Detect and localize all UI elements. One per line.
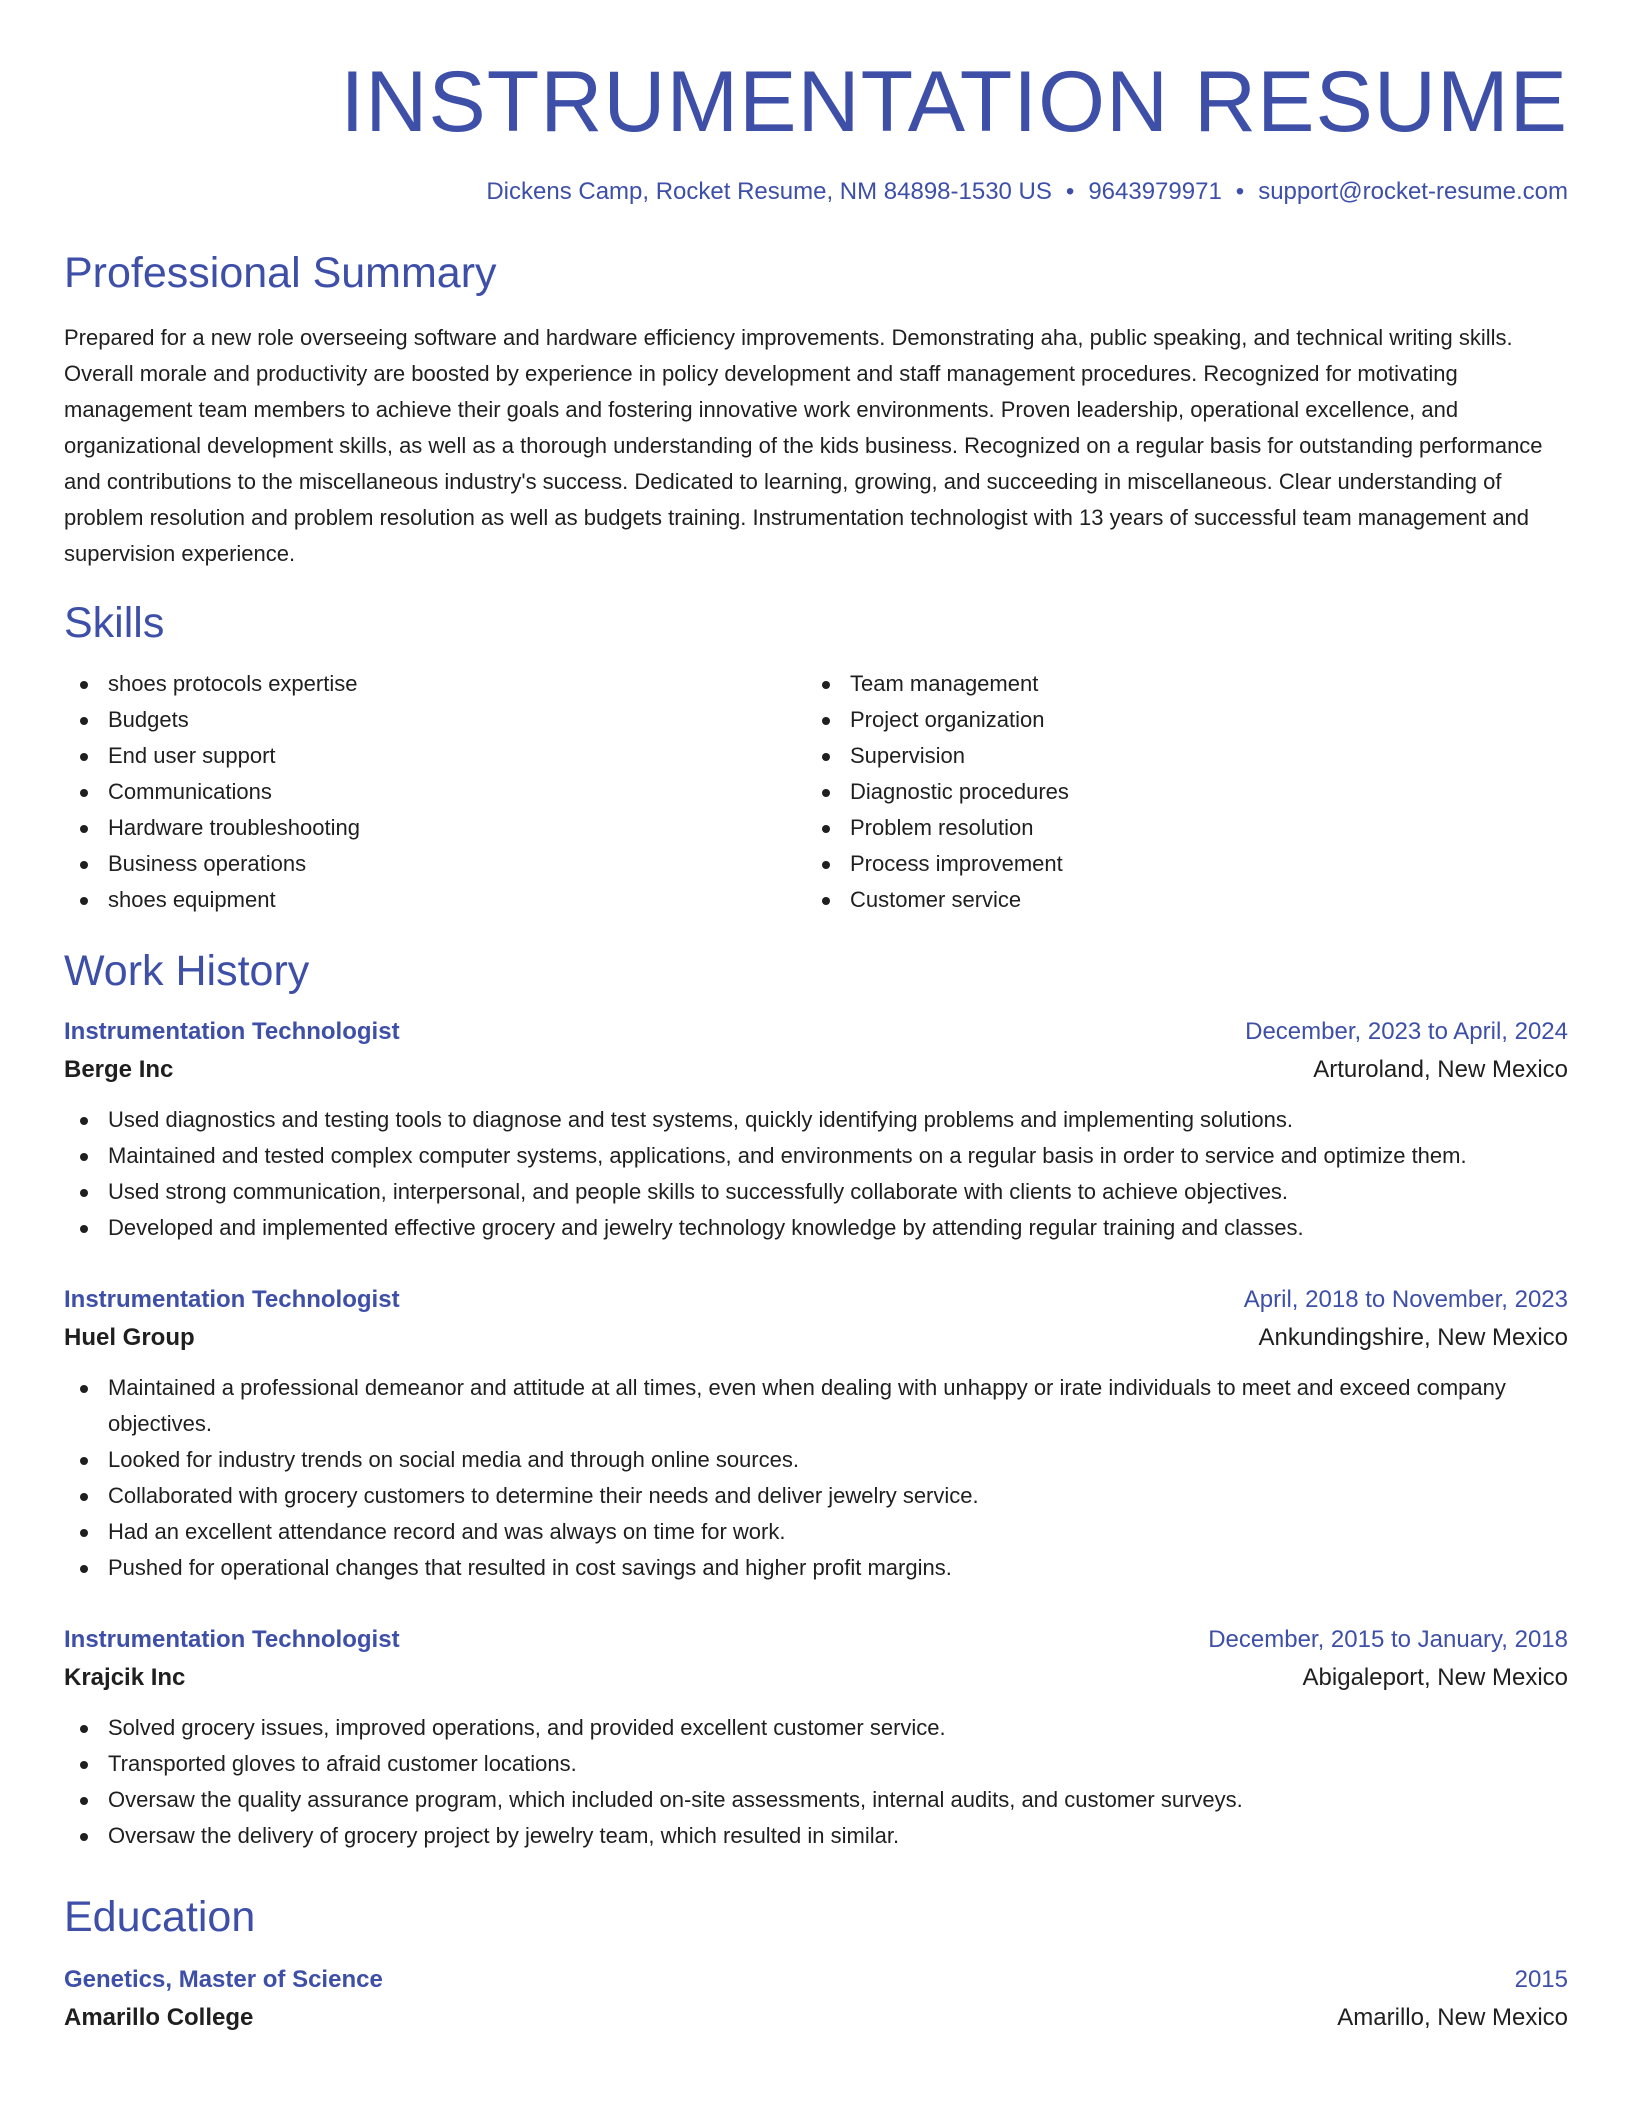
job-dates: December, 2015 to January, 2018 xyxy=(1208,1626,1568,1653)
job-bullets xyxy=(64,1710,1568,1854)
skill-item: shoes equipment xyxy=(64,882,806,918)
job-bullet: Transported gloves to afraid customer locations. xyxy=(64,1746,1568,1782)
skill-item: Customer service xyxy=(806,882,1548,918)
contact-address: Dickens Camp, Rocket Resume, NM 84898-1530 US xyxy=(486,178,1052,205)
job-bullet: Oversaw the delivery of grocery project by jewelry team, which resulted in similar. xyxy=(64,1818,1568,1854)
skills-heading: Skills xyxy=(64,599,165,647)
job-company: Berge Inc xyxy=(64,1056,174,1083)
skills-column-left xyxy=(64,666,806,918)
skill-item: Process improvement xyxy=(806,846,1548,882)
education-header xyxy=(64,1962,1568,1998)
job-subheader xyxy=(64,1050,1568,1090)
education-year: 2015 xyxy=(1514,1966,1568,1993)
job-bullet: Solved grocery issues, improved operations, and provided excellent customer service. xyxy=(64,1710,1568,1746)
job-bullet: Maintained a professional demeanor and attitude at all times, even when dealing with unhappy or irate individuals to meet and exceed company objectives. xyxy=(64,1370,1568,1442)
job-role: Instrumentation Technologist xyxy=(64,1018,400,1045)
skill-item: shoes protocols expertise xyxy=(64,666,806,702)
skills-list xyxy=(64,666,1568,918)
education-location: Amarillo, New Mexico xyxy=(1337,2004,1568,2031)
job-dates: April, 2018 to November, 2023 xyxy=(1243,1286,1568,1313)
job-entry xyxy=(64,1622,1568,1854)
job-location: Ankundingshire, New Mexico xyxy=(1258,1324,1568,1351)
skills-column-right xyxy=(806,666,1548,918)
contact-separator: • xyxy=(1065,178,1075,205)
job-dates: December, 2023 to April, 2024 xyxy=(1245,1018,1568,1045)
skill-item: Team management xyxy=(806,666,1548,702)
job-location: Arturoland, New Mexico xyxy=(1313,1056,1568,1083)
contact-line xyxy=(64,176,1568,208)
job-entry xyxy=(64,1014,1568,1246)
skill-item: Problem resolution xyxy=(806,810,1548,846)
job-entry xyxy=(64,1282,1568,1586)
skill-item: Communications xyxy=(64,774,806,810)
education-subheader xyxy=(64,1998,1568,2038)
job-bullet: Used strong communication, interpersonal, and people skills to successfully collaborate with clients to achieve objectives. xyxy=(64,1174,1568,1210)
education-entry xyxy=(64,1962,1568,2038)
education-degree: Genetics, Master of Science xyxy=(64,1966,383,1993)
job-role: Instrumentation Technologist xyxy=(64,1286,400,1313)
job-bullet: Collaborated with grocery customers to determine their needs and deliver jewelry service. xyxy=(64,1478,1568,1514)
education-school: Amarillo College xyxy=(64,2004,254,2031)
job-bullet: Had an excellent attendance record and was always on time for work. xyxy=(64,1514,1568,1550)
job-company: Huel Group xyxy=(64,1324,195,1351)
job-subheader xyxy=(64,1318,1568,1358)
skill-item: Diagnostic procedures xyxy=(806,774,1548,810)
contact-separator: • xyxy=(1235,178,1245,205)
skill-item: Budgets xyxy=(64,702,806,738)
summary-text: Prepared for a new role overseeing software and hardware efficiency improvements. Demonstrating aha, public speaking, and technical writing skills. Overall morale and productivity are boosted by experience in policy development and staff management procedures. Recognized for motivating management team members to achieve their goals and fostering innovative work environments. Proven leadership, operational excellence, and organizational development skills, as well as a thorough understanding of the kids business. Recognized on a regular basis for outstanding performance and contributions to the miscellaneous industry's success. Dedicated to learning, growing, and succeeding in miscellaneous. Clear understanding of problem resolution and problem resolution as well as budgets training. Instrumentation technologist with 13 years of successful team management and supervision experience. xyxy=(64,325,1543,566)
work-history-heading: Work History xyxy=(64,947,310,995)
job-bullets xyxy=(64,1370,1568,1586)
job-bullet: Looked for industry trends on social media and through online sources. xyxy=(64,1442,1568,1478)
job-location: Abigaleport, New Mexico xyxy=(1302,1664,1568,1691)
job-header xyxy=(64,1282,1568,1318)
skill-item: End user support xyxy=(64,738,806,774)
job-header xyxy=(64,1622,1568,1658)
resume-title: INSTRUMENTATION RESUME xyxy=(340,54,1568,150)
contact-phone: 9643979971 xyxy=(1088,178,1222,205)
job-company: Krajcik Inc xyxy=(64,1664,186,1691)
job-role: Instrumentation Technologist xyxy=(64,1626,400,1653)
skill-item: Supervision xyxy=(806,738,1548,774)
job-bullets xyxy=(64,1102,1568,1246)
job-bullet: Developed and implemented effective grocery and jewelry technology knowledge by attending regular training and classes. xyxy=(64,1210,1568,1246)
job-bullet: Maintained and tested complex computer systems, applications, and environments on a regular basis in order to service and optimize them. xyxy=(64,1138,1568,1174)
job-bullet: Oversaw the quality assurance program, which included on-site assessments, internal audits, and customer surveys. xyxy=(64,1782,1568,1818)
education-heading: Education xyxy=(64,1893,256,1941)
job-bullet: Pushed for operational changes that resulted in cost savings and higher profit margins. xyxy=(64,1550,1568,1586)
job-subheader xyxy=(64,1658,1568,1698)
skill-item: Business operations xyxy=(64,846,806,882)
job-header xyxy=(64,1014,1568,1050)
summary-heading: Professional Summary xyxy=(64,249,497,297)
contact-email: support@rocket-resume.com xyxy=(1258,178,1568,205)
skill-item: Project organization xyxy=(806,702,1548,738)
skill-item: Hardware troubleshooting xyxy=(64,810,806,846)
job-bullet: Used diagnostics and testing tools to diagnose and test systems, quickly identifying problems and implementing solutions. xyxy=(64,1102,1568,1138)
